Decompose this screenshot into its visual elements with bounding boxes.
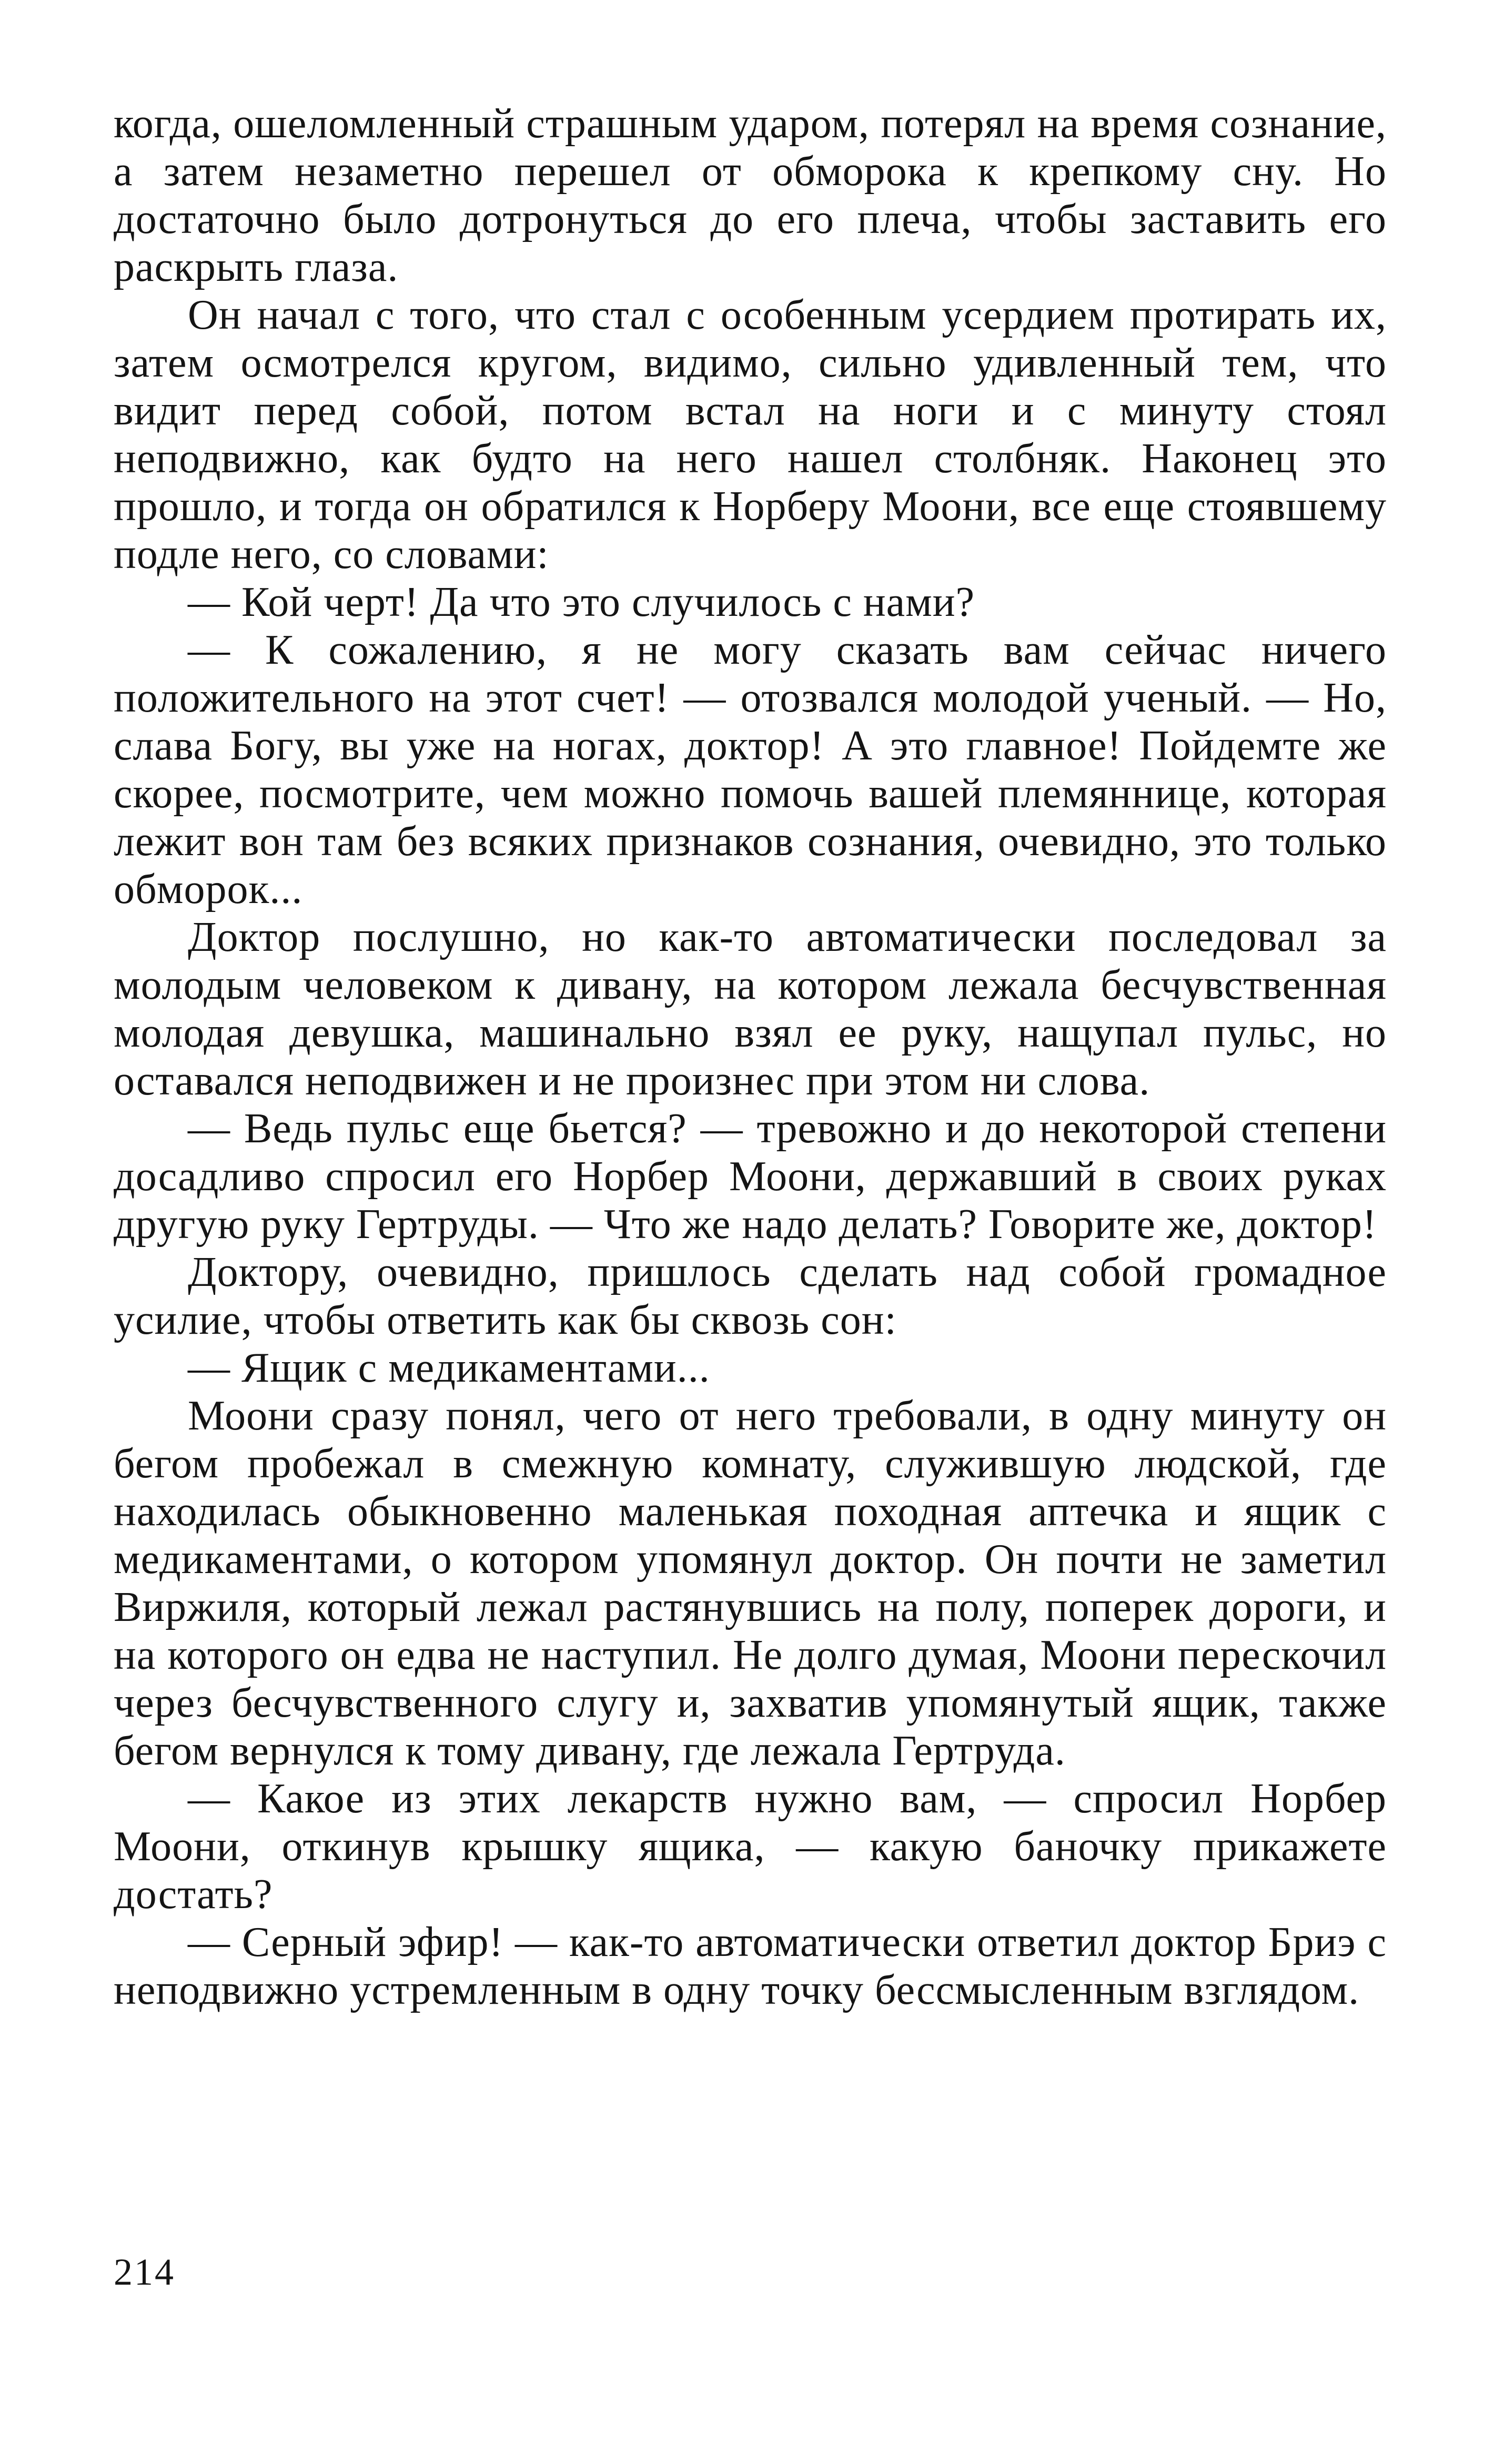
paragraph-10: — Какое из этих лекарств нужно вам, — спросил Норбер Моони, откинув крышку ящика, — какую баночку прикажете достать?: [114, 1776, 1387, 1918]
paragraph-1: когда, ошеломленный страшным ударом, потерял на время сознание, а затем незаметно перешел от обморока к крепкому сну. Но достаточно было дотронуться до его плеча, чтобы заставить его раскрыть глаза.: [114, 100, 1387, 290]
paragraph-2: Он начал с того, что стал с особенным усердием протирать их, затем осмотрелся кругом, видимо, сильно удивленный тем, что видит перед собой, потом встал на ноги и с минуту стоял неподвижно, как будто на него нашел столбняк. Наконец это прошло, и тогда он обратился к Норберу Моони, все еще стоявшему подле него, со словами:: [114, 292, 1387, 577]
paragraph-7: Доктору, очевидно, пришлось сделать над собой громадное усилие, чтобы ответить как бы сквозь сон:: [114, 1249, 1387, 1343]
paragraph-4: — К сожалению, я не могу сказать вам сейчас ничего положительного на этот счет! — отозвался молодой ученый. — Но, слава Богу, вы уже на ногах, доктор! А это главное! Пойдемте же скорее, посмотрите, чем можно помочь вашей племяннице, которая лежит вон там без всяких признаков сознания, очевидно, это только обморок...: [114, 627, 1387, 912]
paragraph-11: — Серный эфир! — как-то автоматически ответил доктор Бриэ с неподвижно устремленным в одну точку бессмысленным взглядом.: [114, 1919, 1387, 2013]
page-number: 214: [114, 2251, 175, 2293]
paragraph-9: Моони сразу понял, чего от него требовали, в одну минуту он бегом пробежал в смежную комнату, служившую людской, где находилась обыкновенно маленькая походная аптечка и ящик с медикаментами, о котором упомянул доктор. Он почти не заметил Виржиля, который лежал растянувшись на полу, поперек дороги, и на которого он едва не наступил. Не долго думая, Моони перескочил через бесчувственного слугу и, захватив упомянутый ящик, также бегом вернулся к тому дивану, где лежала Гертруда.: [114, 1393, 1387, 1774]
page-body-text: [114, 100, 1387, 2014]
paragraph-5: Доктор послушно, но как-то автоматически последовал за молодым человеком к дивану, на котором лежала бесчувственная молодая девушка, машинально взял ее руку, нащупал пульс, но оставался неподвижен и не произнес при этом ни слова.: [114, 914, 1387, 1104]
paragraph-3: — Кой черт! Да что это случилось с нами?: [188, 579, 975, 625]
paragraph-6: — Ведь пульс еще бьется? — тревожно и до некоторой степени досадливо спросил его Норбер Моони, державший в своих руках другую руку Гертруды. — Что же надо делать? Говорите же, доктор!: [114, 1106, 1387, 1248]
paragraph-8: — Ящик с медикаментами...: [188, 1345, 710, 1391]
